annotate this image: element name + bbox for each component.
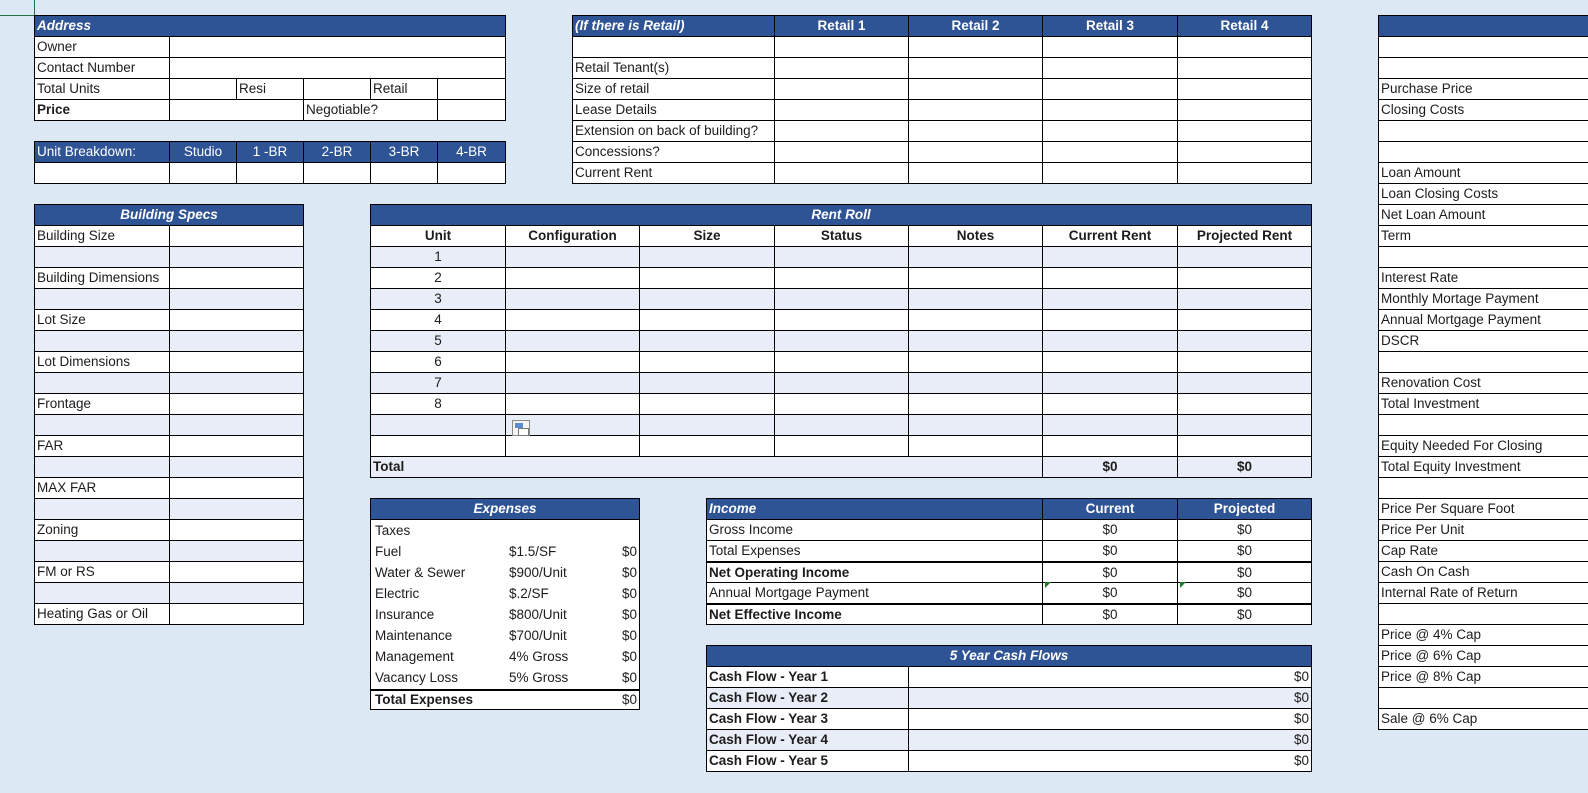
building-specs-header[interactable]: Building Specs	[34, 204, 304, 226]
unit-breakdown-value[interactable]	[236, 162, 304, 184]
rent-roll-cell[interactable]	[1042, 309, 1178, 331]
retail-value-cell[interactable]	[1042, 162, 1178, 184]
contact-value[interactable]	[169, 57, 506, 79]
financing-row-label[interactable]: Price Per Unit	[1378, 519, 1588, 541]
retail-value-cell[interactable]	[908, 36, 1043, 58]
total-units-value[interactable]	[169, 78, 237, 100]
expense-label[interactable]: Vacancy Loss	[375, 670, 459, 685]
expense-value[interactable]: $0	[621, 628, 637, 643]
expense-rate[interactable]: $700/Unit	[509, 628, 567, 643]
rent-roll-cell[interactable]	[908, 246, 1043, 268]
price-label[interactable]: Price	[34, 99, 170, 121]
rent-roll-column-header[interactable]: Configuration	[505, 225, 640, 247]
rent-roll-column-header[interactable]: Size	[639, 225, 775, 247]
rent-roll-cell[interactable]	[639, 288, 775, 310]
building-spec-value[interactable]	[169, 267, 304, 289]
resi-value[interactable]	[303, 78, 371, 100]
unit-breakdown-label[interactable]: Unit Breakdown:	[34, 141, 170, 163]
rent-roll-cell[interactable]	[1042, 351, 1178, 373]
rent-roll-cell[interactable]	[1177, 309, 1312, 331]
income-current-value[interactable]: $0	[1042, 603, 1178, 625]
rent-roll-cell[interactable]	[1177, 372, 1312, 394]
rent-roll-unit[interactable]: 2	[370, 267, 506, 289]
rent-roll-cell[interactable]	[908, 393, 1043, 415]
building-spec-value[interactable]	[169, 477, 304, 499]
rent-roll-cell[interactable]	[1042, 246, 1178, 268]
building-spec-value[interactable]	[169, 519, 304, 541]
cash-flow-value[interactable]: $0	[908, 687, 1312, 709]
rent-roll-cell[interactable]	[1177, 267, 1312, 289]
building-spec-label[interactable]: Zoning	[34, 519, 170, 541]
financing-row-label[interactable]	[1378, 36, 1588, 58]
building-spec-value[interactable]	[169, 582, 304, 604]
income-projected-value[interactable]: $0	[1177, 582, 1312, 604]
expense-label[interactable]: Taxes	[375, 523, 411, 538]
rent-roll-cell[interactable]	[774, 414, 909, 436]
owner-value[interactable]	[169, 36, 506, 58]
rent-roll-cell[interactable]	[1177, 435, 1312, 457]
rent-roll-column-header[interactable]: Projected Rent	[1177, 225, 1312, 247]
rent-roll-cell[interactable]	[639, 267, 775, 289]
retail-value[interactable]	[437, 78, 506, 100]
retail-value-cell[interactable]	[1177, 141, 1312, 163]
paste-options-page	[518, 428, 529, 436]
rent-roll-cell[interactable]	[774, 288, 909, 310]
expense-rate[interactable]: $900/Unit	[509, 565, 567, 580]
rent-roll-cell[interactable]	[774, 372, 909, 394]
rent-roll-unit[interactable]	[370, 435, 506, 457]
building-spec-value[interactable]	[169, 414, 304, 436]
rent-roll-cell[interactable]	[908, 414, 1043, 436]
retail-value-cell[interactable]	[1177, 162, 1312, 184]
rent-roll-cell[interactable]	[639, 372, 775, 394]
rent-roll-column-header[interactable]: Current Rent	[1042, 225, 1178, 247]
financing-row-label[interactable]	[1378, 603, 1588, 625]
building-spec-value[interactable]	[169, 351, 304, 373]
financing-row-label[interactable]	[1378, 477, 1588, 499]
financing-row-label[interactable]: Term	[1378, 225, 1588, 247]
rent-roll-cell[interactable]	[1042, 288, 1178, 310]
rent-roll-cell[interactable]	[505, 267, 640, 289]
building-spec-label[interactable]	[34, 330, 170, 352]
building-spec-value[interactable]	[169, 309, 304, 331]
retail-header[interactable]: (If there is Retail)	[572, 15, 775, 37]
financing-row-label[interactable]: Price @ 4% Cap	[1378, 624, 1588, 646]
retail-value-cell[interactable]	[774, 141, 909, 163]
rent-roll-column-header[interactable]: Unit	[370, 225, 506, 247]
expense-value[interactable]: $0	[621, 544, 637, 559]
income-current-value[interactable]: $0	[1042, 519, 1178, 541]
unit-breakdown-value[interactable]	[34, 162, 170, 184]
retail-value-cell[interactable]	[1177, 57, 1312, 79]
unit-breakdown-value[interactable]	[303, 162, 371, 184]
financing-row-label[interactable]: Closing Costs	[1378, 99, 1588, 121]
rent-roll-cell[interactable]	[1042, 435, 1178, 457]
financing-row-label[interactable]: Renovation Cost	[1378, 372, 1588, 394]
building-spec-label[interactable]: Building Dimensions	[34, 267, 170, 289]
income-current-value[interactable]: $0	[1042, 540, 1178, 562]
financing-row-label[interactable]	[1378, 351, 1588, 373]
building-spec-label[interactable]: MAX FAR	[34, 477, 170, 499]
retail-row-label[interactable]: Concessions?	[572, 141, 775, 163]
financing-row-label[interactable]: Price @ 6% Cap	[1378, 645, 1588, 667]
expense-label[interactable]: Electric	[375, 586, 420, 601]
retail-value-cell[interactable]	[908, 162, 1043, 184]
retail-value-cell[interactable]	[774, 57, 909, 79]
building-spec-label[interactable]: Building Size	[34, 225, 170, 247]
rent-roll-cell[interactable]	[1042, 393, 1178, 415]
retail-value-cell[interactable]	[908, 99, 1043, 121]
retail-value-cell[interactable]	[1177, 36, 1312, 58]
building-spec-label[interactable]	[34, 456, 170, 478]
expense-value[interactable]	[590, 521, 639, 543]
cash-flow-label[interactable]: Cash Flow - Year 4	[706, 729, 909, 751]
rent-roll-cell[interactable]	[1177, 288, 1312, 310]
rent-roll-cell[interactable]	[505, 435, 640, 457]
building-spec-value[interactable]	[169, 225, 304, 247]
building-spec-value[interactable]	[169, 561, 304, 583]
expense-label[interactable]: Management	[375, 649, 454, 664]
error-indicator-icon	[1045, 582, 1051, 588]
retail-column-header[interactable]: Retail 2	[908, 15, 1043, 37]
rent-roll-cell[interactable]	[908, 351, 1043, 373]
cash-flow-value[interactable]: $0	[908, 666, 1312, 688]
financing-row-label[interactable]	[1378, 141, 1588, 163]
owner-label[interactable]: Owner	[34, 36, 170, 58]
rent-roll-cell[interactable]	[639, 309, 775, 331]
retail-column-header[interactable]: Retail 3	[1042, 15, 1178, 37]
rent-roll-cell[interactable]	[774, 246, 909, 268]
building-spec-label[interactable]: Heating Gas or Oil	[34, 603, 170, 625]
rent-roll-header[interactable]: Rent Roll	[370, 204, 1312, 226]
income-current-header[interactable]: Current	[1042, 498, 1178, 520]
retail-label[interactable]: Retail	[370, 78, 438, 100]
building-spec-value[interactable]	[169, 372, 304, 394]
rent-roll-cell[interactable]	[1177, 351, 1312, 373]
financing-row-label[interactable]: Sale @ 6% Cap	[1378, 708, 1588, 730]
cash-flow-value[interactable]: $0	[908, 750, 1312, 772]
unit-type-header[interactable]: 4-BR	[437, 141, 506, 163]
retail-row-label[interactable]: Size of retail	[572, 78, 775, 100]
rent-roll-cell[interactable]	[639, 351, 775, 373]
income-current-value[interactable]: $0	[1042, 582, 1178, 604]
building-spec-label[interactable]: FM or RS	[34, 561, 170, 583]
financing-row-label[interactable]: Interest Rate	[1378, 267, 1588, 289]
expense-rate[interactable]: 5% Gross	[509, 670, 569, 685]
retail-value-cell[interactable]	[908, 120, 1043, 142]
building-spec-label[interactable]	[34, 288, 170, 310]
retail-value-cell[interactable]	[774, 162, 909, 184]
income-row-label[interactable]: Annual Mortgage Payment	[706, 582, 1043, 604]
expenses-total-label[interactable]: Total Expenses	[375, 692, 474, 707]
negotiable-label[interactable]: Negotiable?	[303, 99, 438, 121]
income-projected-value[interactable]: $0	[1177, 561, 1312, 583]
retail-value-cell[interactable]	[1042, 141, 1178, 163]
financing-row-label[interactable]	[1378, 414, 1588, 436]
cash-flow-value[interactable]: $0	[908, 729, 1312, 751]
building-spec-label[interactable]	[34, 414, 170, 436]
financing-header[interactable]	[1378, 15, 1588, 37]
rent-roll-cell[interactable]	[505, 372, 640, 394]
expense-rate[interactable]: $1.5/SF	[509, 544, 557, 559]
financing-row-label[interactable]: Loan Amount	[1378, 162, 1588, 184]
rent-roll-cell[interactable]	[908, 330, 1043, 352]
cash-flow-label[interactable]: Cash Flow - Year 1	[706, 666, 909, 688]
income-row-label[interactable]: Net Effective Income	[706, 603, 1043, 625]
rent-roll-cell[interactable]	[639, 414, 775, 436]
rent-roll-total-current[interactable]: $0	[1042, 456, 1178, 478]
paste-options-icon[interactable]	[512, 420, 530, 436]
financing-row-label[interactable]	[1378, 57, 1588, 79]
retail-value-cell[interactable]	[1177, 99, 1312, 121]
expense-label[interactable]: Water & Sewer	[375, 565, 466, 580]
retail-value-cell[interactable]	[908, 78, 1043, 100]
building-spec-label[interactable]	[34, 246, 170, 268]
building-spec-value[interactable]	[169, 498, 304, 520]
error-indicator-icon	[1180, 582, 1186, 588]
rent-roll-cell[interactable]	[639, 435, 775, 457]
financing-row-label[interactable]: Price @ 8% Cap	[1378, 666, 1588, 688]
building-spec-value[interactable]	[169, 330, 304, 352]
expense-value[interactable]: $0	[621, 607, 637, 622]
resi-label[interactable]: Resi	[236, 78, 304, 100]
total-units-label[interactable]: Total Units	[34, 78, 170, 100]
unit-type-header[interactable]: 1 -BR	[236, 141, 304, 163]
rent-roll-unit[interactable]: 6	[370, 351, 506, 373]
rent-roll-cell[interactable]	[774, 351, 909, 373]
rent-roll-cell[interactable]	[774, 330, 909, 352]
building-spec-label[interactable]: Lot Size	[34, 309, 170, 331]
building-spec-value[interactable]	[169, 456, 304, 478]
rent-roll-unit[interactable]: 8	[370, 393, 506, 415]
rent-roll-column-header[interactable]: Notes	[908, 225, 1043, 247]
financing-row-label[interactable]: Loan Closing Costs	[1378, 183, 1588, 205]
retail-value-cell[interactable]	[1177, 78, 1312, 100]
rent-roll-cell[interactable]	[774, 267, 909, 289]
income-row-label[interactable]: Net Operating Income	[706, 561, 1043, 583]
building-spec-label[interactable]	[34, 540, 170, 562]
rent-roll-cell[interactable]	[505, 246, 640, 268]
rent-roll-cell[interactable]	[505, 351, 640, 373]
rent-roll-unit[interactable]: 7	[370, 372, 506, 394]
expense-value[interactable]: $0	[621, 565, 637, 580]
price-value[interactable]	[169, 99, 304, 121]
financing-row-label[interactable]: Total Equity Investment	[1378, 456, 1588, 478]
expense-label[interactable]: Insurance	[375, 607, 435, 622]
building-spec-label[interactable]	[34, 582, 170, 604]
financing-row-label[interactable]: Purchase Price	[1378, 78, 1588, 100]
building-spec-value[interactable]	[169, 540, 304, 562]
rent-roll-cell[interactable]	[639, 393, 775, 415]
rent-roll-cell[interactable]	[1042, 330, 1178, 352]
retail-value-cell[interactable]	[908, 141, 1043, 163]
negotiable-value[interactable]	[437, 99, 506, 121]
income-row-label[interactable]: Gross Income	[706, 519, 1043, 541]
building-spec-value[interactable]	[169, 288, 304, 310]
cash-flow-label[interactable]: Cash Flow - Year 2	[706, 687, 909, 709]
retail-value-cell[interactable]	[1042, 99, 1178, 121]
financing-row-label[interactable]: DSCR	[1378, 330, 1588, 352]
retail-value-cell[interactable]	[1042, 78, 1178, 100]
income-projected-value[interactable]: $0	[1177, 519, 1312, 541]
retail-row-label[interactable]	[572, 36, 775, 58]
income-current-value[interactable]: $0	[1042, 561, 1178, 583]
rent-roll-cell[interactable]	[1177, 330, 1312, 352]
cash-flows-header[interactable]: 5 Year Cash Flows	[706, 645, 1312, 667]
rent-roll-cell[interactable]	[639, 246, 775, 268]
retail-value-cell[interactable]	[1042, 120, 1178, 142]
retail-value-cell[interactable]	[908, 57, 1043, 79]
rent-roll-column-header[interactable]: Status	[774, 225, 909, 247]
expense-rate[interactable]: $.2/SF	[509, 586, 549, 601]
rent-roll-cell[interactable]	[505, 393, 640, 415]
income-projected-value[interactable]: $0	[1177, 540, 1312, 562]
cash-flow-label[interactable]: Cash Flow - Year 5	[706, 750, 909, 772]
building-spec-value[interactable]	[169, 246, 304, 268]
rent-roll-cell[interactable]	[1042, 372, 1178, 394]
financing-row-label[interactable]: Annual Mortgage Payment	[1378, 309, 1588, 331]
retail-column-header[interactable]: Retail 1	[774, 15, 909, 37]
retail-value-cell[interactable]	[1042, 36, 1178, 58]
rent-roll-total-label[interactable]: Total	[370, 456, 1043, 478]
building-spec-label[interactable]: Lot Dimensions	[34, 351, 170, 373]
expense-value[interactable]: $0	[621, 670, 637, 685]
rent-roll-total-projected[interactable]: $0	[1177, 456, 1312, 478]
expense-value[interactable]: $0	[621, 649, 637, 664]
retail-row-label[interactable]: Lease Details	[572, 99, 775, 121]
retail-row-label[interactable]: Extension on back of building?	[572, 120, 775, 142]
retail-row-label[interactable]: Retail Tenant(s)	[572, 57, 775, 79]
income-projected-header[interactable]: Projected	[1177, 498, 1312, 520]
expense-label[interactable]: Fuel	[375, 544, 402, 559]
retail-value-cell[interactable]	[1042, 57, 1178, 79]
retail-value-cell[interactable]	[1177, 120, 1312, 142]
rent-roll-unit[interactable]: 1	[370, 246, 506, 268]
rent-roll-unit[interactable]	[370, 414, 506, 436]
rent-roll-unit[interactable]: 4	[370, 309, 506, 331]
expense-value[interactable]: $0	[621, 586, 637, 601]
expense-rate[interactable]: 4% Gross	[509, 649, 569, 664]
rent-roll-cell[interactable]	[908, 435, 1043, 457]
income-projected-value[interactable]: $0	[1177, 603, 1312, 625]
rent-roll-cell[interactable]	[505, 309, 640, 331]
financing-row-label[interactable]	[1378, 246, 1588, 268]
rent-roll-cell[interactable]	[908, 267, 1043, 289]
expense-label[interactable]: Maintenance	[375, 628, 453, 643]
unit-type-header[interactable]: Studio	[169, 141, 237, 163]
rent-roll-cell[interactable]	[1177, 393, 1312, 415]
unit-breakdown-value[interactable]	[370, 162, 438, 184]
expense-rate[interactable]: $800/Unit	[509, 607, 567, 622]
rent-roll-cell[interactable]	[1042, 267, 1178, 289]
rent-roll-cell[interactable]	[1042, 414, 1178, 436]
rent-roll-cell[interactable]	[505, 330, 640, 352]
financing-row-label[interactable]	[1378, 687, 1588, 709]
building-spec-label[interactable]	[34, 498, 170, 520]
address-header[interactable]: Address	[34, 15, 506, 37]
unit-type-header[interactable]: 3-BR	[370, 141, 438, 163]
building-spec-value[interactable]	[169, 603, 304, 625]
rent-roll-cell[interactable]	[774, 309, 909, 331]
unit-breakdown-value[interactable]	[169, 162, 237, 184]
building-spec-label[interactable]	[34, 372, 170, 394]
building-spec-label[interactable]: Frontage	[34, 393, 170, 415]
cash-flow-label[interactable]: Cash Flow - Year 3	[706, 708, 909, 730]
financing-row-label[interactable]: Net Loan Amount	[1378, 204, 1588, 226]
financing-row-label[interactable]: Internal Rate of Return	[1378, 582, 1588, 604]
retail-row-label[interactable]: Current Rent	[572, 162, 775, 184]
unit-breakdown-value[interactable]	[437, 162, 506, 184]
retail-value-cell[interactable]	[774, 120, 909, 142]
financing-row-label[interactable]: Cap Rate	[1378, 540, 1588, 562]
contact-label[interactable]: Contact Number	[34, 57, 170, 79]
unit-type-header[interactable]: 2-BR	[303, 141, 371, 163]
retail-value-cell[interactable]	[774, 36, 909, 58]
financing-row-label[interactable]: Total Investment	[1378, 393, 1588, 415]
rent-roll-cell[interactable]	[639, 330, 775, 352]
retail-column-header[interactable]: Retail 4	[1177, 15, 1312, 37]
building-spec-value[interactable]	[169, 435, 304, 457]
rent-roll-cell[interactable]	[774, 393, 909, 415]
rent-roll-cell[interactable]	[505, 288, 640, 310]
financing-row-label[interactable]	[1378, 120, 1588, 142]
income-row-label[interactable]: Total Expenses	[706, 540, 1043, 562]
retail-value-cell[interactable]	[774, 78, 909, 100]
expenses-header[interactable]: Expenses	[370, 498, 640, 520]
retail-value-cell[interactable]	[774, 99, 909, 121]
financing-row-label[interactable]: Equity Needed For Closing	[1378, 435, 1588, 457]
rent-roll-cell[interactable]	[908, 288, 1043, 310]
rent-roll-unit[interactable]: 5	[370, 330, 506, 352]
building-spec-label[interactable]: FAR	[34, 435, 170, 457]
cash-flow-value[interactable]: $0	[908, 708, 1312, 730]
rent-roll-cell[interactable]	[774, 435, 909, 457]
expenses-total-value[interactable]: $0	[621, 692, 637, 707]
financing-row-label[interactable]: Monthly Mortage Payment	[1378, 288, 1588, 310]
rent-roll-cell[interactable]	[1177, 246, 1312, 268]
income-header[interactable]: Income	[706, 498, 1043, 520]
rent-roll-cell[interactable]	[908, 372, 1043, 394]
rent-roll-cell[interactable]	[1177, 414, 1312, 436]
cell-selection-indicator	[0, 15, 36, 16]
financing-row-label[interactable]: Cash On Cash	[1378, 561, 1588, 583]
rent-roll-unit[interactable]: 3	[370, 288, 506, 310]
rent-roll-cell[interactable]	[908, 309, 1043, 331]
building-spec-value[interactable]	[169, 393, 304, 415]
financing-row-label[interactable]: Price Per Square Foot	[1378, 498, 1588, 520]
